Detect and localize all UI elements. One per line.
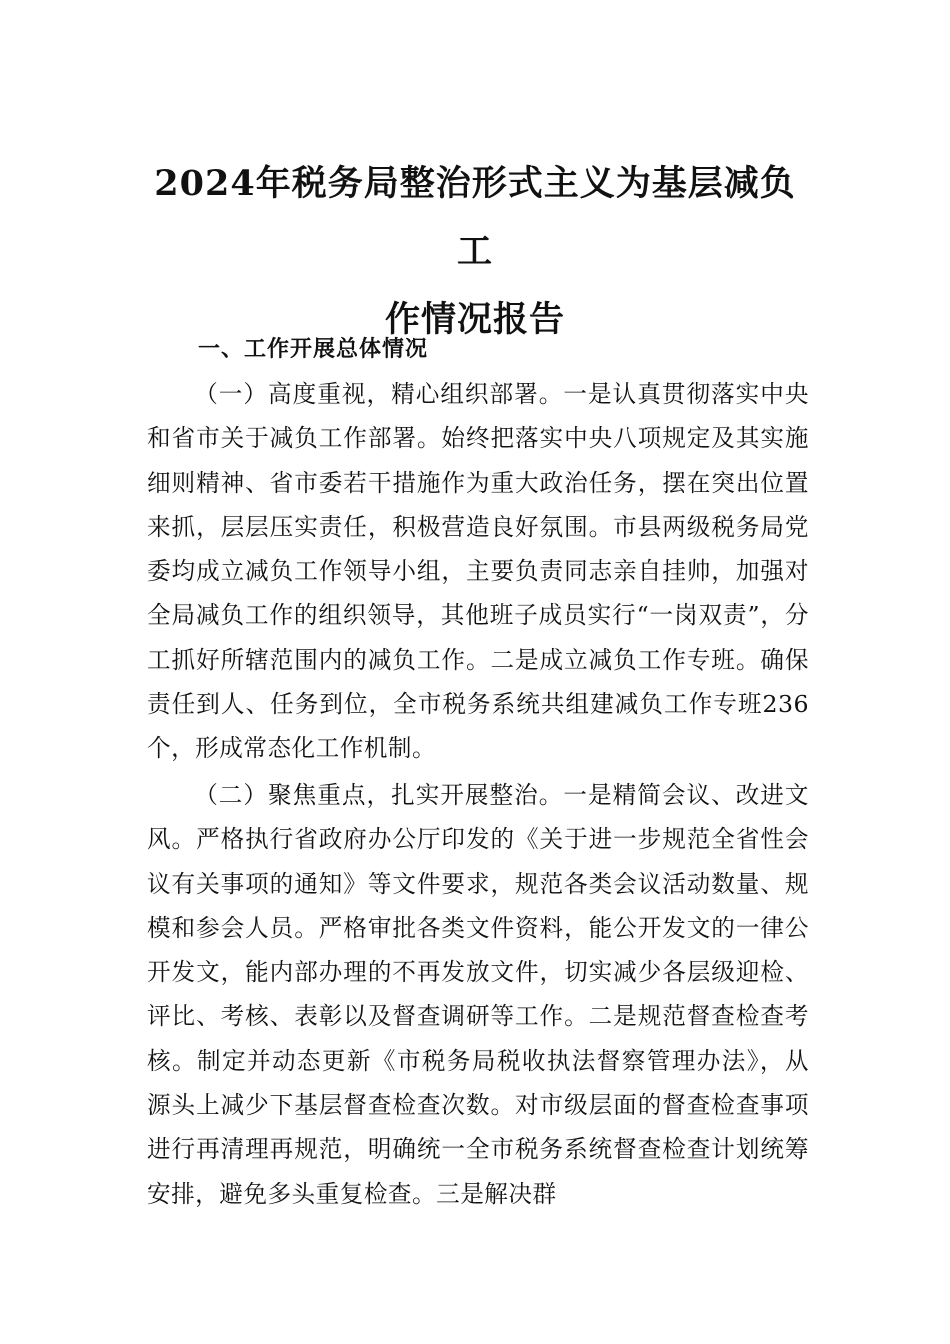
body-paragraph-2: （二）聚焦重点，扎实开展整治。一是精简会议、改进文风。严格执行省政府办公厅印发的《关于进一步规范全省性会议有关事项的通知》等文件要求，规范各类会议活动数量、规模和参会人员。严格审批各类文件资料，能公开发文的一律公开发文，能内部办理的不再发放文件，切实减少各层级迎检、评比、考核、表彰以及督查调研等工作。二是规范督查检查考核。制定并动态更新《市税务局税收执法督察管理办法》，从源头上减少下基层督查检查次数。对市级层面的督查检查事项进行再清理再规范，明确统一全市税务系统督查检查计划统筹安排，避免多头重复检查。三是解决群: [147, 781, 809, 1208]
body-paragraph-1: （一）高度重视，精心组织部署。一是认真贯彻落实中央和省市关于减负工作部署。始终把落实中央八项规定及其实施细则精神、省市委若干措施作为重大政治任务，摆在突出位置来抓，层层压实责任，积极营造良好氛围。市县两级税务局党委均成立减负工作领导小组，主要负责同志亲自挂帅，加强对全局减负工作的组织领导，其他班子成员实行“一岗双责”，分工抓好所辖范围内的减负工作。二是成立减负工作专班。确保责任到人、任务到位，全市税务系统共组建减负工作专班236个，形成常态化工作机制。: [147, 380, 809, 763]
document-title: [140, 150, 810, 354]
section-heading: 一、工作开展总体情况: [198, 337, 429, 362]
title-line-2: 作情况报告: [384, 299, 565, 340]
title-line-1: 2024年税务局整治形式主义为基层减负工: [154, 163, 796, 272]
